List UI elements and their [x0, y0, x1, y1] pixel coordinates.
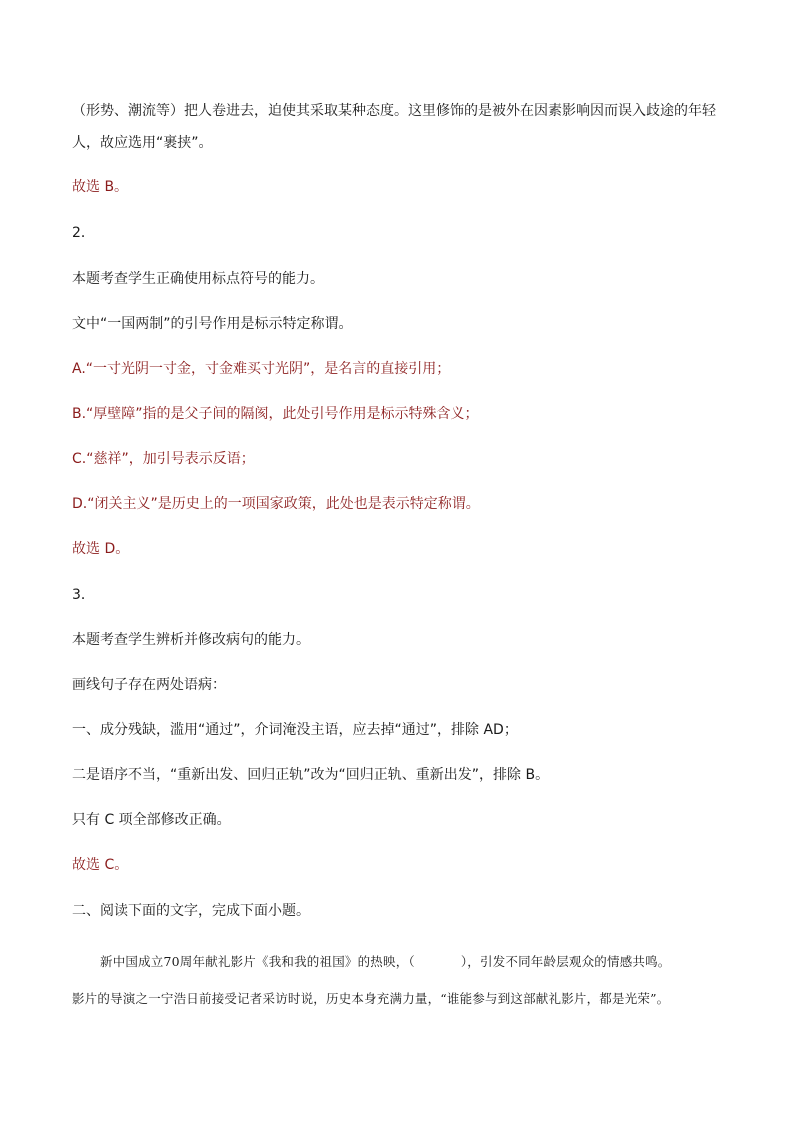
section-2-heading: 二、阅读下面的文字，完成下面小题。 [72, 903, 310, 919]
explanation-3-point-2: 二是语序不当，“重新出发、回归正轨”改为“回归正轨、重新出发”，排除 B。 [72, 767, 550, 783]
option-c: C.“慈祥”，加引号表示反语； [72, 451, 255, 467]
explanation-3-point-1: 一、成分残缺，滥用“通过”，介词淹没主语，应去掉“通过”，排除 AD； [72, 722, 518, 738]
explanation-2-intro: 本题考查学生正确使用标点符号的能力。 [72, 271, 324, 287]
explanation-3-stem: 画线句子存在两处语病： [72, 677, 226, 693]
reading-passage-line-1 [100, 952, 671, 972]
option-b: B.“厚壁障”指的是父子间的隔阂，此处引号作用是标示特殊含义； [72, 406, 479, 422]
option-d: D.“闭关主义”是历史上的一项国家政策，此处也是表示特定称谓。 [72, 496, 480, 512]
answer-3: 故选 C。 [72, 857, 129, 873]
option-a: A.“一寸光阴一寸金，寸金难买寸光阴”，是名言的直接引用； [72, 361, 451, 377]
answer-1-text: 故选 B。 [72, 179, 129, 195]
explanation-3-point-3: 只有 C 项全部修改正确。 [72, 812, 231, 828]
reading-passage-line-2: 影片的导演之一宁浩日前接受记者采访时说，历史本身充满力量，“谁能参与到这部献礼影片，都是光荣”。 [72, 991, 670, 1006]
answer-1 [72, 177, 128, 197]
reading-passage-line-1-before: 新中国成立70周年献礼影片《我和我的祖国》的热映，（ [100, 954, 415, 969]
explanation-2-stem: 文中“一国两制”的引号作用是标示特定称谓。 [72, 316, 353, 332]
question-number-2: 2． [72, 225, 95, 241]
explanation-1-line-2: 人，故应选用“裹挟”。 [72, 135, 213, 151]
question-number-3: 3． [72, 587, 95, 603]
explanation-1-line-1: （形势、潮流等）把人卷进去，迫使其采取某种态度。这里修饰的是被外在因素影响因而误入歧途的年轻 [72, 103, 716, 119]
explanation-3-intro: 本题考查学生辨析并修改病句的能力。 [72, 632, 310, 648]
answer-2: 故选 D。 [72, 541, 130, 557]
reading-passage-line-1-after: ），引发不同年龄层观众的情感共鸣。 [460, 954, 671, 969]
